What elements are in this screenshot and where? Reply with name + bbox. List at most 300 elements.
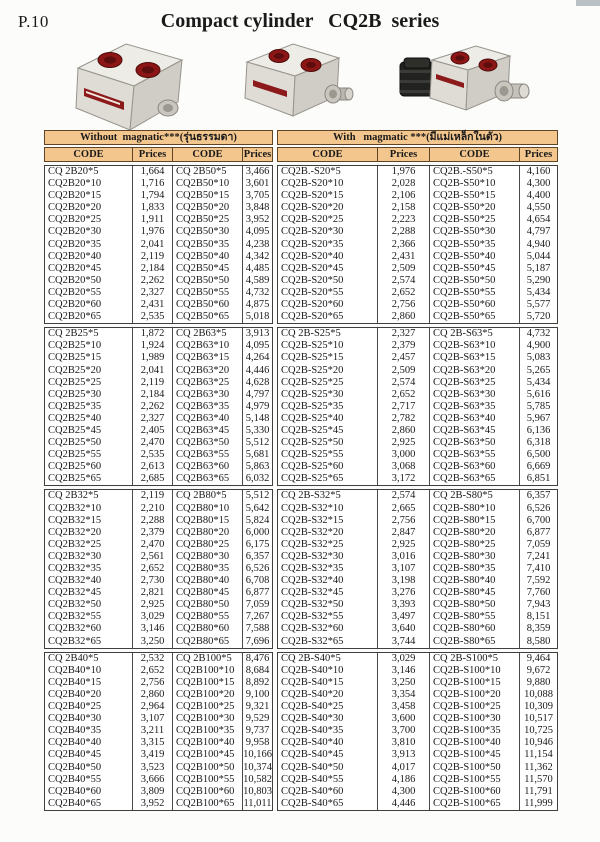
column-header: CODE [430, 148, 520, 161]
price-cell: 4,979 [245, 400, 270, 412]
code-cell: CQ2B-S32*20 [278, 527, 378, 539]
price-cell: 5,577 [526, 299, 551, 311]
code-cell: CQ2B32*35 [45, 563, 133, 575]
code-cell: CQ2B-S25*50 [278, 437, 378, 449]
code-cell: CQ 2B63*5 [173, 328, 243, 340]
table-row [278, 701, 557, 713]
table-row [278, 239, 557, 251]
table-row [278, 437, 557, 449]
table-row [45, 786, 272, 798]
price-cell: 4,160 [526, 166, 551, 177]
code-cell: CQ2B-S50*25 [430, 214, 520, 226]
code-cell: CQ2B-S100*20 [430, 689, 520, 701]
code-cell: CQ2B-S50*65 [430, 311, 520, 323]
code-cell: CQ2B40*45 [45, 749, 133, 761]
table-row [45, 677, 272, 689]
price-cell: 3,640 [378, 623, 430, 635]
price-cell: 8,892 [245, 676, 270, 688]
code-cell: CQ2B100*35 [173, 725, 243, 737]
cylinder-illustration [392, 36, 532, 122]
price-cell: 4,797 [526, 226, 551, 238]
price-cell: 2,119 [133, 490, 173, 502]
code-cell: CQ2B-S50*35 [430, 239, 520, 251]
price-cell: 2,405 [133, 425, 173, 437]
code-cell: CQ2B20*55 [45, 287, 133, 299]
code-cell: CQ2B-S40*35 [278, 725, 378, 737]
price-cell: 4,342 [245, 250, 270, 262]
price-cell: 5,434 [526, 286, 551, 298]
code-cell: CQ 2B32*5 [45, 490, 133, 502]
price-cell: 2,652 [133, 665, 173, 677]
price-block [44, 327, 273, 486]
price-cell: 8,359 [526, 623, 551, 635]
code-cell: CQ2B-S63*35 [430, 401, 520, 413]
code-cell: CQ2B-S80*25 [430, 539, 520, 551]
code-cell: CQ2B-S25*55 [278, 449, 378, 461]
price-cell: 6,877 [526, 526, 551, 538]
price-cell: 4,732 [526, 328, 551, 340]
table-row [45, 636, 272, 648]
price-cell: 7,267 [245, 611, 270, 623]
table-row [45, 275, 272, 287]
price-cell: 5,863 [245, 461, 270, 473]
code-cell: CQ2B.-S20*5 [278, 166, 378, 178]
column-header: CODE [278, 148, 378, 161]
price-cell: 3,523 [133, 762, 173, 774]
table-blocks [44, 165, 273, 811]
price-cell: 4,095 [245, 226, 270, 238]
price-cell: 10,374 [243, 761, 272, 773]
price-cell: 5,265 [526, 364, 551, 376]
code-cell: CQ2B25*45 [45, 425, 133, 437]
price-cell: 10,582 [243, 773, 272, 785]
table-row [278, 665, 557, 677]
code-cell: CQ2B-S40*20 [278, 689, 378, 701]
price-cell: 7,588 [245, 623, 270, 635]
price-cell: 2,665 [378, 503, 430, 515]
code-cell: CQ2B100*20 [173, 689, 243, 701]
code-cell: CQ2B80*35 [173, 563, 243, 575]
price-cell: 4,485 [245, 262, 270, 274]
code-cell: CQ2B-S40*50 [278, 762, 378, 774]
price-cell: 4,186 [378, 774, 430, 786]
price-block [277, 327, 558, 486]
price-cell: 2,431 [378, 251, 430, 263]
code-cell: CQ2B32*15 [45, 515, 133, 527]
price-cell: 1,664 [133, 166, 173, 178]
price-cell: 3,705 [245, 190, 270, 202]
price-cell: 5,187 [526, 262, 551, 274]
code-cell: CQ2B25*25 [45, 377, 133, 389]
price-cell: 9,321 [245, 701, 270, 713]
price-cell: 2,613 [133, 461, 173, 473]
price-cell: 3,000 [378, 449, 430, 461]
code-cell: CQ 2B-S25*5 [278, 328, 378, 340]
code-cell: CQ2B80*15 [173, 515, 243, 527]
code-cell: CQ2B-S50*30 [430, 226, 520, 238]
code-cell: CQ2B-S32*10 [278, 503, 378, 515]
column-header: Prices [378, 148, 430, 161]
table-blocks [277, 165, 558, 811]
price-block [44, 652, 273, 811]
price-cell: 2,262 [133, 401, 173, 413]
code-cell: CQ2B-S80*35 [430, 563, 520, 575]
table-row [45, 515, 272, 527]
code-cell: CQ2B80*65 [173, 636, 243, 648]
table-row [278, 352, 557, 364]
price-cell: 3,146 [133, 623, 173, 635]
code-cell: CQ2B-S100*10 [430, 665, 520, 677]
table-title: Without magnatic***(รุ่นธรรมดา) [44, 130, 273, 145]
code-cell: CQ2B-S32*50 [278, 599, 378, 611]
code-cell: CQ2B-S80*45 [430, 587, 520, 599]
price-cell: 1,872 [133, 328, 173, 340]
table-title: With magmatic ***(มีแม่เหล็กในตัว) [277, 130, 558, 145]
code-cell: CQ2B-S32*35 [278, 563, 378, 575]
code-cell: CQ2B-S25*40 [278, 413, 378, 425]
column-header: Prices [243, 149, 272, 160]
code-cell: CQ2B-S40*25 [278, 701, 378, 713]
price-cell: 2,652 [133, 563, 173, 575]
code-cell: CQ2B-S32*30 [278, 551, 378, 563]
table-header-row [277, 147, 558, 162]
code-cell: CQ2B.-S50*5 [430, 166, 520, 178]
code-cell: CQ2B50*35 [173, 239, 243, 251]
code-cell: CQ2B-S50*20 [430, 202, 520, 214]
column-header: CODE [173, 148, 243, 161]
table-row [278, 599, 557, 611]
code-cell: CQ2B50*40 [173, 251, 243, 263]
price-cell: 2,535 [133, 311, 173, 323]
code-cell: CQ2B20*10 [45, 178, 133, 190]
table-row [45, 473, 272, 485]
price-cell: 2,685 [133, 473, 173, 485]
table-row [45, 425, 272, 437]
code-cell: CQ2B63*10 [173, 340, 243, 352]
table-row [45, 563, 272, 575]
price-cell: 2,860 [133, 689, 173, 701]
price-cell: 3,107 [378, 563, 430, 575]
price-cell: 6,136 [526, 424, 551, 436]
code-cell: CQ 2B-S32*5 [278, 490, 378, 502]
code-cell: CQ2B-S80*10 [430, 503, 520, 515]
code-cell: CQ2B-S63*50 [430, 437, 520, 449]
table-row [278, 263, 557, 275]
price-block [277, 652, 558, 811]
price-cell: 2,925 [378, 539, 430, 551]
table-row [278, 587, 557, 599]
code-cell: CQ2B-S32*45 [278, 587, 378, 599]
table-row [278, 401, 557, 413]
price-cell: 3,107 [133, 713, 173, 725]
code-cell: CQ2B-S63*60 [430, 461, 520, 473]
price-cell: 4,732 [245, 286, 270, 298]
code-cell: CQ2B40*65 [45, 798, 133, 810]
code-cell: CQ2B-S80*40 [430, 575, 520, 587]
compact-cylinder-photo-3 [392, 36, 532, 127]
price-cell: 5,824 [245, 514, 270, 526]
column-header: CODE [45, 148, 133, 161]
table-row [45, 749, 272, 761]
table-row [278, 515, 557, 527]
price-cell: 3,466 [245, 166, 270, 177]
table-row [278, 653, 557, 665]
code-cell: CQ2B25*10 [45, 340, 133, 352]
code-cell: CQ2B-S63*40 [430, 413, 520, 425]
price-cell: 3,601 [245, 178, 270, 190]
code-cell: CQ2B-S50*45 [430, 263, 520, 275]
price-block [277, 489, 558, 648]
price-cell: 7,760 [526, 587, 551, 599]
code-cell: CQ2B20*65 [45, 311, 133, 323]
page-title: Compact cylinder CQ2B series [160, 10, 440, 32]
price-cell: 3,952 [245, 214, 270, 226]
code-cell: CQ2B100*65 [173, 798, 243, 810]
price-cell: 4,628 [245, 376, 270, 388]
price-cell: 3,315 [133, 737, 173, 749]
price-cell: 4,550 [526, 202, 551, 214]
code-cell: CQ2B25*65 [45, 473, 133, 485]
table-row [45, 449, 272, 461]
price-cell: 2,574 [378, 377, 430, 389]
table-row [45, 166, 272, 178]
price-cell: 2,574 [378, 275, 430, 287]
table-row [278, 563, 557, 575]
price-cell: 7,696 [245, 635, 270, 647]
price-cell: 3,172 [378, 473, 430, 485]
code-cell: CQ2B-S25*45 [278, 425, 378, 437]
price-cell: 4,446 [378, 798, 430, 810]
price-cell: 2,327 [133, 413, 173, 425]
price-cell: 5,018 [245, 311, 270, 323]
code-cell: CQ2B80*40 [173, 575, 243, 587]
table-row [278, 377, 557, 389]
price-cell: 3,809 [133, 786, 173, 798]
code-cell: CQ2B63*20 [173, 365, 243, 377]
price-cell: 8,476 [245, 652, 270, 664]
table-row [45, 689, 272, 701]
price-cell: 5,616 [526, 388, 551, 400]
code-cell: CQ2B40*55 [45, 774, 133, 786]
price-cell: 11,011 [243, 797, 272, 809]
price-cell: 4,300 [378, 786, 430, 798]
code-cell: CQ2B25*40 [45, 413, 133, 425]
table-row [278, 287, 557, 299]
table-row [278, 275, 557, 287]
code-cell: CQ2B-S20*40 [278, 251, 378, 263]
table-row [45, 461, 272, 473]
price-cell: 9,672 [526, 664, 551, 676]
price-cell: 3,666 [133, 774, 173, 786]
table-row [45, 611, 272, 623]
code-cell: CQ2B100*15 [173, 677, 243, 689]
code-cell: CQ2B-S100*65 [430, 798, 520, 810]
price-cell: 2,379 [378, 340, 430, 352]
price-cell: 2,431 [133, 299, 173, 311]
price-cell: 4,900 [526, 340, 551, 352]
table-row [278, 503, 557, 515]
code-cell: CQ2B32*25 [45, 539, 133, 551]
code-cell: CQ2B20*50 [45, 275, 133, 287]
table-row [45, 401, 272, 413]
code-cell: CQ2B25*60 [45, 461, 133, 473]
code-cell: CQ2B32*65 [45, 636, 133, 648]
code-cell: CQ2B-S100*30 [430, 713, 520, 725]
table-row [45, 340, 272, 352]
code-cell: CQ2B100*50 [173, 762, 243, 774]
code-cell: CQ2B-S63*55 [430, 449, 520, 461]
code-cell: CQ 2B100*5 [173, 653, 243, 665]
price-cell: 3,354 [378, 689, 430, 701]
price-cell: 3,211 [133, 725, 173, 737]
code-cell: CQ2B-S63*65 [430, 473, 520, 485]
price-cell: 2,470 [133, 539, 173, 551]
table-row [45, 762, 272, 774]
price-cell: 2,860 [378, 311, 430, 323]
price-cell: 2,028 [378, 178, 430, 190]
code-cell: CQ2B100*25 [173, 701, 243, 713]
price-cell: 4,797 [245, 388, 270, 400]
code-cell: CQ2B80*20 [173, 527, 243, 539]
price-cell: 3,276 [378, 587, 430, 599]
price-cell: 10,946 [524, 737, 553, 749]
code-cell: CQ2B-S40*55 [278, 774, 378, 786]
price-cell: 6,032 [245, 473, 270, 485]
code-cell: CQ2B-S40*40 [278, 737, 378, 749]
price-cell: 7,592 [526, 575, 551, 587]
table-row [45, 737, 272, 749]
price-cell: 3,198 [378, 575, 430, 587]
price-cell: 2,652 [378, 287, 430, 299]
price-cell: 1,989 [133, 352, 173, 364]
table-row [278, 365, 557, 377]
code-cell: CQ2B-S63*10 [430, 340, 520, 352]
price-cell: 3,068 [378, 461, 430, 473]
price-cell: 2,821 [133, 587, 173, 599]
price-cell: 6,700 [526, 514, 551, 526]
price-cell: 10,517 [524, 713, 553, 725]
price-block [44, 489, 273, 648]
table-row [278, 527, 557, 539]
price-cell: 5,967 [526, 412, 551, 424]
price-cell: 3,016 [378, 551, 430, 563]
code-cell: CQ2B20*20 [45, 202, 133, 214]
code-cell: CQ2B32*45 [45, 587, 133, 599]
code-cell: CQ2B-S63*25 [430, 377, 520, 389]
code-cell: CQ2B-S25*10 [278, 340, 378, 352]
code-cell: CQ2B-S20*50 [278, 275, 378, 287]
price-cell: 2,535 [133, 449, 173, 461]
price-cell: 3,744 [378, 636, 430, 648]
code-cell: CQ2B80*55 [173, 611, 243, 623]
price-cell: 11,362 [524, 761, 553, 773]
code-cell: CQ2B-S63*15 [430, 352, 520, 364]
code-cell: CQ2B63*65 [173, 473, 243, 485]
code-cell: CQ2B63*30 [173, 389, 243, 401]
code-cell: CQ2B50*50 [173, 275, 243, 287]
code-cell: CQ2B-S40*30 [278, 713, 378, 725]
price-cell: 10,803 [243, 785, 272, 797]
column-header: Prices [524, 149, 553, 160]
code-cell: CQ2B50*45 [173, 263, 243, 275]
table-row [45, 226, 272, 238]
price-cell: 1,976 [378, 166, 430, 178]
page-number: P.10 [18, 12, 49, 31]
code-cell: CQ2B63*60 [173, 461, 243, 473]
code-cell: CQ2B-S80*20 [430, 527, 520, 539]
code-cell: CQ2B40*25 [45, 701, 133, 713]
price-cell: 5,681 [245, 449, 270, 461]
price-cell: 5,512 [245, 437, 270, 449]
table-row [278, 461, 557, 473]
price-cell: 3,913 [378, 749, 430, 761]
table-row [45, 178, 272, 190]
price-cell: 10,166 [243, 749, 272, 761]
table-row [45, 665, 272, 677]
table-row [278, 575, 557, 587]
table-without-magnetic [44, 130, 273, 811]
price-cell: 2,041 [133, 365, 173, 377]
code-cell: CQ2B50*30 [173, 226, 243, 238]
code-cell: CQ2B80*30 [173, 551, 243, 563]
table-header-row [44, 147, 273, 162]
price-cell: 9,464 [526, 652, 551, 664]
table-row [278, 449, 557, 461]
code-cell: CQ2B25*20 [45, 365, 133, 377]
price-cell: 4,940 [526, 238, 551, 250]
code-cell: CQ2B32*50 [45, 599, 133, 611]
table-row [45, 490, 272, 502]
code-cell: CQ2B-S25*30 [278, 389, 378, 401]
code-cell: CQ2B63*25 [173, 377, 243, 389]
price-cell: 6,708 [245, 575, 270, 587]
code-cell: CQ2B20*60 [45, 299, 133, 311]
price-cell: 2,717 [378, 401, 430, 413]
code-cell: CQ2B40*40 [45, 737, 133, 749]
code-cell: CQ2B100*45 [173, 749, 243, 761]
price-cell: 9,737 [245, 725, 270, 737]
price-cell: 2,327 [133, 287, 173, 299]
table-with-magnetic [277, 130, 558, 811]
table-row [45, 725, 272, 737]
code-cell: CQ2B-S20*45 [278, 263, 378, 275]
code-cell: CQ2B-S32*15 [278, 515, 378, 527]
price-cell: 11,570 [524, 773, 553, 785]
price-cell: 2,509 [378, 365, 430, 377]
code-cell: CQ2B40*50 [45, 762, 133, 774]
code-cell: CQ2B50*25 [173, 214, 243, 226]
code-cell: CQ2B-S50*60 [430, 299, 520, 311]
price-cell: 2,782 [378, 413, 430, 425]
table-row [278, 490, 557, 502]
price-cell: 3,250 [133, 636, 173, 648]
code-cell: CQ2B-S20*35 [278, 239, 378, 251]
product-images [62, 36, 532, 128]
price-cell: 8,580 [526, 635, 551, 647]
table-row [45, 377, 272, 389]
price-cell: 9,880 [526, 676, 551, 688]
price-cell: 4,264 [245, 352, 270, 364]
table-row [45, 389, 272, 401]
table-row [45, 352, 272, 364]
price-cell: 6,175 [245, 538, 270, 550]
code-cell: CQ2B40*35 [45, 725, 133, 737]
code-cell: CQ2B-S25*65 [278, 473, 378, 485]
price-cell: 6,357 [526, 490, 551, 502]
code-cell: CQ2B-S20*10 [278, 178, 378, 190]
price-cell: 7,410 [526, 563, 551, 574]
price-cell: 2,288 [133, 515, 173, 527]
